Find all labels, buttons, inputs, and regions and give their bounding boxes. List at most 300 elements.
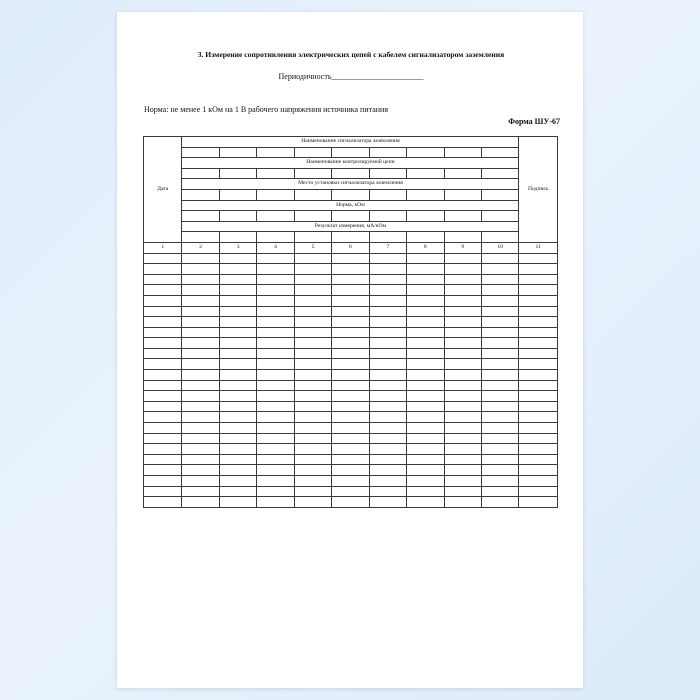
table-cell[interactable] [144,285,182,296]
table-cell[interactable] [369,423,406,434]
table-cell[interactable] [144,380,182,391]
table-cell[interactable] [144,401,182,412]
table-cell[interactable] [369,306,406,317]
table-cell[interactable] [219,327,256,338]
table-cell[interactable] [444,317,481,328]
table-subheader-cell[interactable] [444,168,481,179]
table-cell[interactable] [182,253,219,264]
table-cell[interactable] [257,348,294,359]
table-cell[interactable] [481,423,519,434]
table-subheader-cell[interactable] [332,189,369,200]
table-cell[interactable] [369,295,406,306]
table-cell[interactable] [444,338,481,349]
table-cell[interactable] [219,306,256,317]
table-cell[interactable] [257,274,294,285]
table-cell[interactable] [332,465,369,476]
table-cell[interactable] [332,274,369,285]
table-cell[interactable] [519,359,558,370]
table-cell[interactable] [294,486,331,497]
table-cell[interactable] [332,433,369,444]
table-cell[interactable] [332,327,369,338]
table-cell[interactable] [369,412,406,423]
table-cell[interactable] [481,412,519,423]
table-cell[interactable] [144,486,182,497]
table-subheader-cell[interactable] [481,168,519,179]
table-cell[interactable] [144,264,182,275]
table-cell[interactable] [182,476,219,487]
table-cell[interactable] [444,306,481,317]
table-cell[interactable] [294,412,331,423]
table-cell[interactable] [257,433,294,444]
table-cell[interactable] [182,285,219,296]
table-cell[interactable] [407,327,444,338]
table-cell[interactable] [219,359,256,370]
table-subheader-cell[interactable] [444,147,481,158]
table-cell[interactable] [519,401,558,412]
table-cell[interactable] [369,476,406,487]
table-cell[interactable] [369,264,406,275]
table-cell[interactable] [519,285,558,296]
table-cell[interactable] [257,338,294,349]
table-subheader-cell[interactable] [481,232,519,243]
table-cell[interactable] [369,253,406,264]
table-cell[interactable] [444,465,481,476]
table-cell[interactable] [369,359,406,370]
table-cell[interactable] [182,497,219,508]
table-cell[interactable] [257,465,294,476]
table-subheader-cell[interactable] [407,189,444,200]
table-subheader-cell[interactable] [332,168,369,179]
table-cell[interactable] [182,306,219,317]
table-cell[interactable] [182,465,219,476]
table-cell[interactable] [481,497,519,508]
table-subheader-cell[interactable] [219,168,256,179]
table-cell[interactable] [481,317,519,328]
table-subheader-cell[interactable] [369,168,406,179]
table-subheader-cell[interactable] [219,189,256,200]
table-cell[interactable] [219,338,256,349]
table-cell[interactable] [519,391,558,402]
table-cell[interactable] [332,295,369,306]
table-cell[interactable] [332,370,369,381]
table-cell[interactable] [257,476,294,487]
table-cell[interactable] [519,423,558,434]
table-subheader-cell[interactable] [182,168,219,179]
table-cell[interactable] [144,338,182,349]
table-subheader-cell[interactable] [369,189,406,200]
table-cell[interactable] [294,391,331,402]
table-cell[interactable] [444,285,481,296]
table-cell[interactable] [294,274,331,285]
table-cell[interactable] [294,317,331,328]
table-cell[interactable] [519,274,558,285]
table-cell[interactable] [219,317,256,328]
table-cell[interactable] [182,433,219,444]
table-cell[interactable] [369,465,406,476]
table-cell[interactable] [519,264,558,275]
table-cell[interactable] [481,465,519,476]
table-cell[interactable] [407,274,444,285]
table-cell[interactable] [519,338,558,349]
table-cell[interactable] [519,370,558,381]
table-subheader-cell[interactable] [481,211,519,222]
table-cell[interactable] [294,433,331,444]
table-cell[interactable] [219,412,256,423]
table-cell[interactable] [219,253,256,264]
table-subheader-cell[interactable] [294,168,331,179]
table-cell[interactable] [332,486,369,497]
table-cell[interactable] [481,285,519,296]
table-cell[interactable] [219,264,256,275]
table-cell[interactable] [481,274,519,285]
table-cell[interactable] [182,486,219,497]
table-cell[interactable] [219,444,256,455]
table-cell[interactable] [332,497,369,508]
table-cell[interactable] [332,285,369,296]
table-cell[interactable] [332,306,369,317]
table-cell[interactable] [257,253,294,264]
table-cell[interactable] [144,465,182,476]
table-cell[interactable] [369,444,406,455]
table-subheader-cell[interactable] [257,211,294,222]
table-cell[interactable] [182,338,219,349]
table-cell[interactable] [444,370,481,381]
table-cell[interactable] [369,327,406,338]
table-subheader-cell[interactable] [407,147,444,158]
table-cell[interactable] [481,454,519,465]
table-cell[interactable] [144,391,182,402]
table-cell[interactable] [481,476,519,487]
table-cell[interactable] [182,454,219,465]
table-subheader-cell[interactable] [257,147,294,158]
table-cell[interactable] [294,454,331,465]
table-cell[interactable] [219,274,256,285]
table-cell[interactable] [369,274,406,285]
table-cell[interactable] [369,401,406,412]
table-cell[interactable] [294,423,331,434]
table-cell[interactable] [219,370,256,381]
table-cell[interactable] [369,391,406,402]
table-subheader-cell[interactable] [332,232,369,243]
table-cell[interactable] [481,391,519,402]
table-subheader-cell[interactable] [294,211,331,222]
table-cell[interactable] [219,380,256,391]
table-cell[interactable] [407,401,444,412]
table-cell[interactable] [444,253,481,264]
table-subheader-cell[interactable] [219,211,256,222]
table-cell[interactable] [519,444,558,455]
table-cell[interactable] [444,412,481,423]
table-cell[interactable] [481,295,519,306]
table-cell[interactable] [294,476,331,487]
table-subheader-cell[interactable] [294,189,331,200]
table-cell[interactable] [294,465,331,476]
table-cell[interactable] [519,348,558,359]
table-cell[interactable] [257,285,294,296]
table-subheader-cell[interactable] [182,147,219,158]
table-cell[interactable] [182,274,219,285]
table-cell[interactable] [407,380,444,391]
table-cell[interactable] [369,285,406,296]
table-cell[interactable] [294,348,331,359]
table-cell[interactable] [407,476,444,487]
table-cell[interactable] [481,348,519,359]
table-subheader-cell[interactable] [444,211,481,222]
table-subheader-cell[interactable] [182,232,219,243]
table-subheader-cell[interactable] [257,189,294,200]
table-cell[interactable] [407,454,444,465]
table-cell[interactable] [144,317,182,328]
table-cell[interactable] [332,338,369,349]
table-cell[interactable] [219,486,256,497]
table-cell[interactable] [481,433,519,444]
table-cell[interactable] [444,454,481,465]
table-cell[interactable] [444,444,481,455]
table-cell[interactable] [444,348,481,359]
table-cell[interactable] [444,359,481,370]
table-cell[interactable] [294,370,331,381]
table-cell[interactable] [257,497,294,508]
table-subheader-cell[interactable] [407,168,444,179]
table-cell[interactable] [219,423,256,434]
table-cell[interactable] [257,327,294,338]
table-subheader-cell[interactable] [444,232,481,243]
table-cell[interactable] [144,454,182,465]
table-cell[interactable] [444,380,481,391]
table-cell[interactable] [444,476,481,487]
table-cell[interactable] [182,444,219,455]
table-cell[interactable] [219,285,256,296]
table-cell[interactable] [144,359,182,370]
table-cell[interactable] [481,338,519,349]
table-cell[interactable] [407,306,444,317]
table-cell[interactable] [519,295,558,306]
table-cell[interactable] [332,253,369,264]
table-cell[interactable] [219,497,256,508]
table-cell[interactable] [481,264,519,275]
table-subheader-cell[interactable] [294,232,331,243]
table-cell[interactable] [444,391,481,402]
table-cell[interactable] [407,433,444,444]
table-cell[interactable] [407,370,444,381]
table-cell[interactable] [519,486,558,497]
table-cell[interactable] [182,391,219,402]
table-cell[interactable] [444,486,481,497]
table-cell[interactable] [407,338,444,349]
table-cell[interactable] [332,264,369,275]
table-subheader-cell[interactable] [219,232,256,243]
table-subheader-cell[interactable] [294,147,331,158]
table-cell[interactable] [294,359,331,370]
table-subheader-cell[interactable] [481,147,519,158]
table-cell[interactable] [294,327,331,338]
table-cell[interactable] [481,327,519,338]
table-cell[interactable] [444,295,481,306]
table-cell[interactable] [369,348,406,359]
table-cell[interactable] [519,497,558,508]
table-cell[interactable] [257,444,294,455]
table-cell[interactable] [182,264,219,275]
table-cell[interactable] [219,295,256,306]
table-cell[interactable] [519,433,558,444]
table-cell[interactable] [182,295,219,306]
table-cell[interactable] [294,285,331,296]
table-cell[interactable] [219,433,256,444]
table-cell[interactable] [294,444,331,455]
table-cell[interactable] [144,423,182,434]
table-cell[interactable] [407,285,444,296]
table-cell[interactable] [519,476,558,487]
table-cell[interactable] [294,295,331,306]
table-cell[interactable] [294,253,331,264]
table-cell[interactable] [407,423,444,434]
table-cell[interactable] [219,465,256,476]
table-subheader-cell[interactable] [369,147,406,158]
table-cell[interactable] [519,253,558,264]
table-cell[interactable] [332,348,369,359]
table-cell[interactable] [182,359,219,370]
table-cell[interactable] [257,306,294,317]
table-cell[interactable] [257,295,294,306]
table-subheader-cell[interactable] [407,211,444,222]
table-cell[interactable] [407,253,444,264]
table-cell[interactable] [182,327,219,338]
table-cell[interactable] [444,264,481,275]
table-cell[interactable] [144,253,182,264]
table-cell[interactable] [369,486,406,497]
table-cell[interactable] [332,454,369,465]
table-cell[interactable] [519,380,558,391]
table-cell[interactable] [332,423,369,434]
table-cell[interactable] [332,401,369,412]
table-cell[interactable] [369,370,406,381]
table-cell[interactable] [407,486,444,497]
table-cell[interactable] [219,348,256,359]
table-cell[interactable] [369,454,406,465]
table-cell[interactable] [182,348,219,359]
table-cell[interactable] [294,380,331,391]
table-cell[interactable] [182,380,219,391]
table-cell[interactable] [519,306,558,317]
table-cell[interactable] [444,274,481,285]
table-cell[interactable] [407,359,444,370]
table-cell[interactable] [144,433,182,444]
table-cell[interactable] [144,412,182,423]
table-cell[interactable] [332,359,369,370]
table-cell[interactable] [369,433,406,444]
table-cell[interactable] [182,401,219,412]
table-cell[interactable] [407,497,444,508]
table-cell[interactable] [144,476,182,487]
table-subheader-cell[interactable] [369,211,406,222]
table-subheader-cell[interactable] [444,189,481,200]
table-cell[interactable] [257,401,294,412]
table-cell[interactable] [444,423,481,434]
table-cell[interactable] [294,497,331,508]
table-cell[interactable] [407,391,444,402]
table-cell[interactable] [519,454,558,465]
table-cell[interactable] [257,264,294,275]
table-cell[interactable] [219,454,256,465]
table-cell[interactable] [407,412,444,423]
table-cell[interactable] [407,264,444,275]
table-cell[interactable] [332,444,369,455]
table-subheader-cell[interactable] [257,232,294,243]
table-cell[interactable] [407,348,444,359]
table-cell[interactable] [219,476,256,487]
table-cell[interactable] [444,433,481,444]
table-cell[interactable] [369,380,406,391]
table-cell[interactable] [369,338,406,349]
table-cell[interactable] [481,253,519,264]
table-cell[interactable] [369,317,406,328]
table-subheader-cell[interactable] [369,232,406,243]
table-cell[interactable] [407,444,444,455]
table-cell[interactable] [144,274,182,285]
table-cell[interactable] [444,327,481,338]
table-cell[interactable] [332,412,369,423]
table-cell[interactable] [219,401,256,412]
table-cell[interactable] [519,465,558,476]
table-cell[interactable] [257,359,294,370]
table-cell[interactable] [257,317,294,328]
table-cell[interactable] [519,412,558,423]
table-subheader-cell[interactable] [219,147,256,158]
table-cell[interactable] [144,295,182,306]
table-cell[interactable] [144,306,182,317]
table-cell[interactable] [481,359,519,370]
table-cell[interactable] [481,401,519,412]
table-cell[interactable] [369,497,406,508]
table-cell[interactable] [519,327,558,338]
table-cell[interactable] [257,391,294,402]
table-cell[interactable] [481,380,519,391]
table-subheader-cell[interactable] [182,211,219,222]
table-cell[interactable] [257,486,294,497]
table-cell[interactable] [257,423,294,434]
table-cell[interactable] [182,370,219,381]
table-cell[interactable] [407,465,444,476]
table-cell[interactable] [294,338,331,349]
table-cell[interactable] [182,317,219,328]
table-cell[interactable] [257,380,294,391]
table-cell[interactable] [332,380,369,391]
table-cell[interactable] [332,476,369,487]
table-cell[interactable] [257,454,294,465]
table-cell[interactable] [144,497,182,508]
table-cell[interactable] [444,401,481,412]
table-cell[interactable] [407,317,444,328]
table-cell[interactable] [444,497,481,508]
table-subheader-cell[interactable] [182,189,219,200]
table-cell[interactable] [294,306,331,317]
table-cell[interactable] [294,401,331,412]
table-subheader-cell[interactable] [332,211,369,222]
table-cell[interactable] [481,444,519,455]
table-cell[interactable] [144,348,182,359]
table-cell[interactable] [407,295,444,306]
table-cell[interactable] [182,423,219,434]
table-cell[interactable] [144,327,182,338]
table-cell[interactable] [519,317,558,328]
table-subheader-cell[interactable] [332,147,369,158]
table-cell[interactable] [219,391,256,402]
table-cell[interactable] [332,391,369,402]
table-cell[interactable] [257,412,294,423]
table-subheader-cell[interactable] [257,168,294,179]
table-subheader-cell[interactable] [407,232,444,243]
table-cell[interactable] [257,370,294,381]
